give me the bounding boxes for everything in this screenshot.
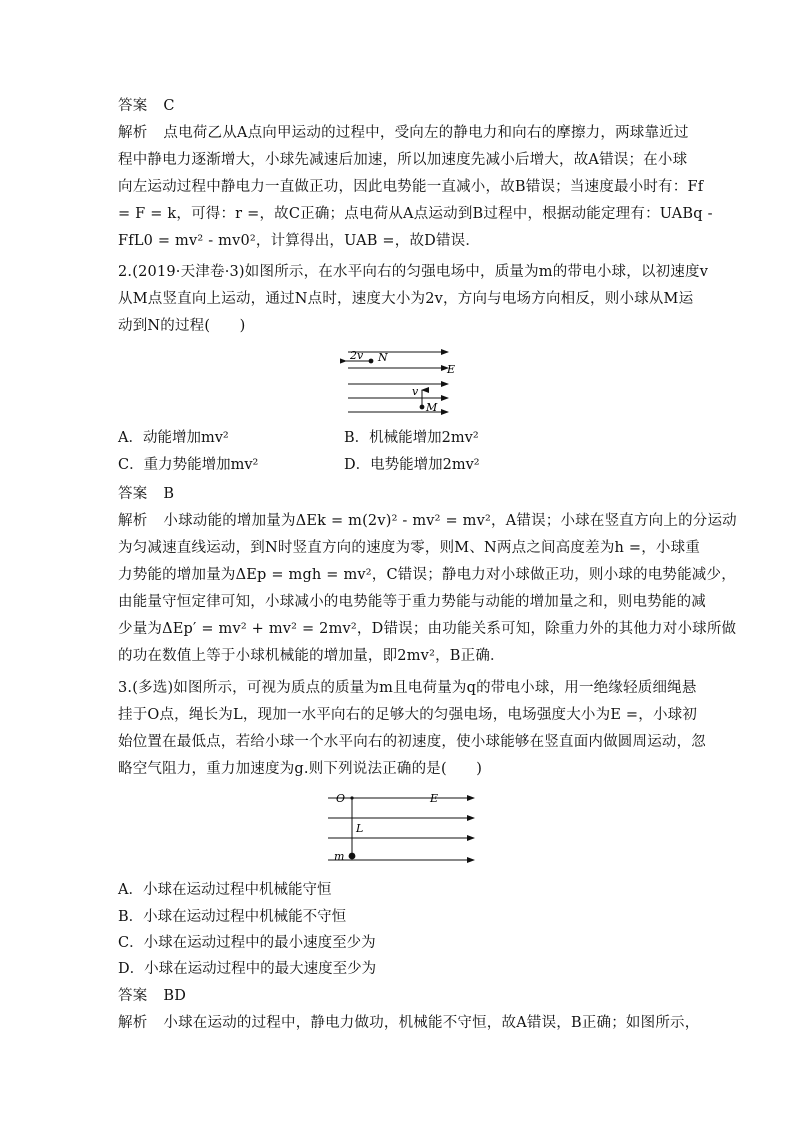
answer-value: C xyxy=(163,98,175,114)
q1-analysis-line xyxy=(118,123,690,143)
q2-analysis-line: 力势能的增加量为ΔEp = mgh = mv²，C错误；静电力对小球做正功，则小球的电势能减少， xyxy=(118,567,736,583)
analysis-label: 解析 xyxy=(118,513,148,529)
analysis-label: 解析 xyxy=(118,1015,148,1031)
q3-stem-line: 3.(多选)如图所示，可视为质点的质量为m且电荷量为q的带电小球，用一绝缘轻质细绳悬 xyxy=(118,680,697,696)
q1-analysis-line: = F = k，可得：r =，故C正确；点电荷从A点运动到B过程中，根据动能定理有：UABq - xyxy=(118,206,713,222)
q3-answer-row xyxy=(118,986,690,1006)
ball-m xyxy=(349,853,356,860)
answer-value: BD xyxy=(163,988,187,1004)
answer-value: B xyxy=(163,486,175,502)
answer-label: 答案 xyxy=(118,486,148,502)
q2-analysis-line: 少量为ΔEp′ = mv² + mv² = 2mv²，D错误；由功能关系可知，除重力外的其他力对小球所做 xyxy=(118,621,737,637)
q3-pendulum-figure xyxy=(322,788,482,868)
q2-option-b: B．机械能增加2mv² xyxy=(344,430,479,446)
q3-analysis-line xyxy=(118,1013,700,1033)
q1-answer-row xyxy=(118,96,690,116)
q3-option-c: C．小球在运动过程中的最小速度至少为 xyxy=(118,935,376,951)
q2-stem-line: 2.(2019·天津卷·3)如图所示，在水平向右的匀强电场中，质量为m的带电小球，以初速度v xyxy=(118,264,709,280)
q2-analysis-line xyxy=(118,511,737,531)
q2-analysis-line: 由能量守恒定律可知，小球减小的电势能等于重力势能与动能的增加量之和，则电势能的减 xyxy=(118,594,706,610)
label-v: v xyxy=(412,385,419,398)
q1-analysis-line: FfL0 = mv² - mv0²，计算得出，UAB =，故D错误． xyxy=(118,233,481,249)
label-N: N xyxy=(378,351,388,364)
q3-stem-line: 始位置在最低点，若给小球一个水平向右的初速度，使小球能够在竖直面内做圆周运动，忽 xyxy=(118,734,706,750)
label-2v: 2v xyxy=(350,349,364,362)
q3-option-b: B．小球在运动过程中机械能不守恒 xyxy=(118,909,347,925)
analysis-label: 解析 xyxy=(118,125,148,141)
q3-option-a: A．小球在运动过程中机械能守恒 xyxy=(118,882,332,898)
q2-option-c: C．重力势能增加mv² xyxy=(118,457,259,473)
label-L: L xyxy=(356,822,364,835)
answer-label: 答案 xyxy=(118,988,148,1004)
q2-answer-row xyxy=(118,484,690,504)
q2-option-d: D．电势能增加2mv² xyxy=(344,457,480,473)
label-E: E xyxy=(430,792,439,805)
q3-stem-line: 挂于O点，绳长为L，现加一水平向右的足够大的匀强电场，电场强度大小为E =，小球初 xyxy=(118,707,698,723)
ball-at-N xyxy=(369,359,374,364)
q3-stem-line: 略空气阻力，重力加速度为g.则下列说法正确的是( ) xyxy=(118,761,483,777)
analysis-text: 点电荷乙从A点向甲运动的过程中，受向左的静电力和向右的摩擦力，两球靠近过 xyxy=(163,125,689,141)
analysis-text: 小球在运动的过程中，静电力做功，机械能不守恒，故A错误，B正确；如图所示， xyxy=(163,1015,700,1031)
label-m: m xyxy=(334,850,345,863)
q2-analysis-line: 的功在数值上等于小球机械能的增加量，即2mv²，B正确． xyxy=(118,648,505,664)
analysis-text: 小球动能的增加量为ΔEk = m(2v)² - mv² = mv²，A错误；小球在竖直方向上的分运动 xyxy=(163,513,737,529)
q3-option-d: D．小球在运动过程中的最大速度至少为 xyxy=(118,961,377,977)
label-M: M xyxy=(426,401,438,414)
pivot-O xyxy=(350,796,353,799)
label-E: E xyxy=(447,363,456,376)
q2-stem-line: 从M点竖直向上运动，通过N点时，速度大小为2v，方向与电场方向相反，则小球从M运 xyxy=(118,291,694,307)
label-O: O xyxy=(336,792,346,805)
answer-label: 答案 xyxy=(118,98,148,114)
q2-option-a: A．动能增加mv² xyxy=(118,430,229,446)
q2-analysis-line: 为匀减速直线运动，到N时竖直方向的速度为零，则M、N两点之间高度差为h =，小球重 xyxy=(118,540,701,556)
q1-analysis-line: 向左运动过程中静电力一直做正功，因此电势能一直减小，故B错误；当速度最小时有：Ff xyxy=(118,179,704,195)
q1-analysis-line: 程中静电力逐渐增大，小球先减速后加速，所以加速度先减小后增大，故A错误；在小球 xyxy=(118,152,688,168)
q2-stem-line: 动到N的过程( ) xyxy=(118,318,246,334)
q2-field-figure xyxy=(340,344,460,416)
ball-at-M xyxy=(420,405,425,410)
